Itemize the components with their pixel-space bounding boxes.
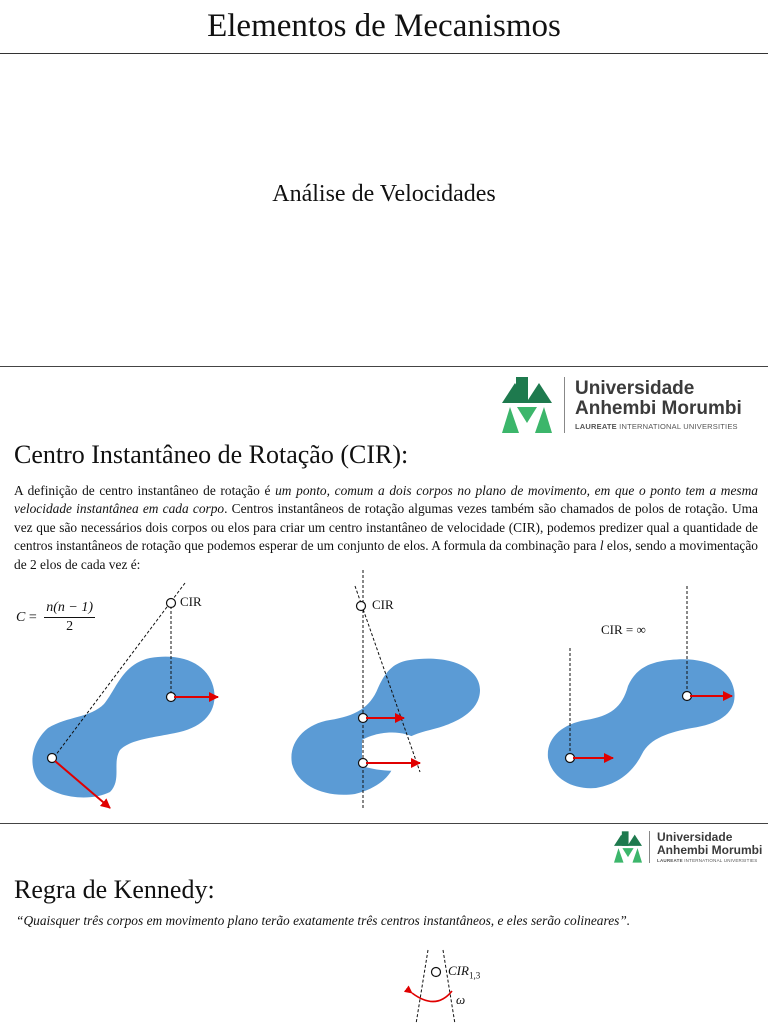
cir-13-main: CIR bbox=[448, 963, 469, 978]
cir-label-1: CIR bbox=[180, 594, 202, 609]
cir-point bbox=[432, 968, 441, 977]
formula-lhs: C bbox=[16, 609, 26, 625]
cir-label-2: CIR bbox=[372, 597, 394, 612]
cir-label-infinity: CIR = ∞ bbox=[601, 622, 646, 637]
para-part-3: . Centros instantâneos de rotação algumas vezes também são chamados de polos de rotação. Uma vez que são necessários dois corpos ou elos para criar um centro instantâneo de velocidade (CIR), podemos predizer qual a quantidade de centros instantâneos de rotação que podemos esperar de um conjunto de elos. A formula da combinação para bbox=[14, 501, 758, 554]
cir-diagrams bbox=[0, 368, 768, 823]
slide-title-heading: Elementos de Mecanismos bbox=[207, 8, 561, 44]
title-underline bbox=[0, 53, 768, 54]
logo-line2: Anhembi Morumbi bbox=[575, 397, 742, 419]
rigid-body-shape bbox=[548, 659, 735, 788]
rigid-body-shape bbox=[291, 659, 480, 795]
formula-equals: = bbox=[25, 609, 41, 625]
cir-diagram-1 bbox=[32, 583, 218, 808]
cir-heading: Centro Instantâneo de Rotação (CIR): bbox=[14, 440, 409, 469]
formula-numerator: n(n − 1) bbox=[44, 600, 95, 618]
logo-tagline-rest: INTERNATIONAL UNIVERSITIES bbox=[616, 422, 738, 432]
cir-diagram-3 bbox=[548, 586, 735, 788]
para-part-4: l bbox=[599, 538, 604, 554]
slide-separator bbox=[0, 366, 768, 367]
slide-subtitle: Análise de Velocidades bbox=[272, 181, 496, 207]
kennedy-heading: Regra de Kennedy: bbox=[14, 875, 215, 904]
logo-tagline-rest: INTERNATIONAL UNIVERSITIES bbox=[682, 858, 758, 864]
omega-label: ω bbox=[456, 992, 466, 1007]
slide-cir bbox=[0, 368, 768, 823]
logo-tagline-bold: LAUREATE bbox=[657, 858, 683, 864]
formula-denominator: 2 bbox=[66, 619, 74, 634]
slide-title bbox=[0, 0, 768, 366]
cir-point bbox=[357, 602, 366, 611]
logo-line2: Anhembi Morumbi bbox=[657, 842, 763, 857]
logo-line1: Universidade bbox=[575, 377, 695, 399]
slide-kennedy bbox=[0, 825, 768, 1024]
para-part-1: A definição de centro instantâneo de rotação é bbox=[14, 483, 276, 498]
logo-line1: Universidade bbox=[657, 829, 733, 844]
rigid-body-shape bbox=[32, 657, 214, 798]
kennedy-diagram bbox=[0, 825, 768, 1024]
logo-tagline-bold: LAUREATE bbox=[575, 422, 617, 432]
angular-velocity-arrow bbox=[412, 991, 452, 1002]
cir-point bbox=[167, 599, 176, 608]
kennedy-quote: “Quaisquer três corpos em movimento plano terão exatamente três centros instantâneos, e eles serão colineares”. bbox=[16, 913, 631, 928]
cir-13-label bbox=[448, 963, 480, 981]
cir-13-sub: 1,3 bbox=[468, 970, 481, 981]
para-part-2: um ponto, comum a dois corpos no plano de movimento, em que o ponto tem a mesma velocidade instantânea em cada corpo bbox=[14, 483, 759, 517]
slide-separator bbox=[0, 823, 768, 824]
rigid-body-notch bbox=[362, 733, 418, 771]
para-part-5: elos, sendo a movimentação de 2 elos de cada vez é: bbox=[14, 538, 758, 572]
